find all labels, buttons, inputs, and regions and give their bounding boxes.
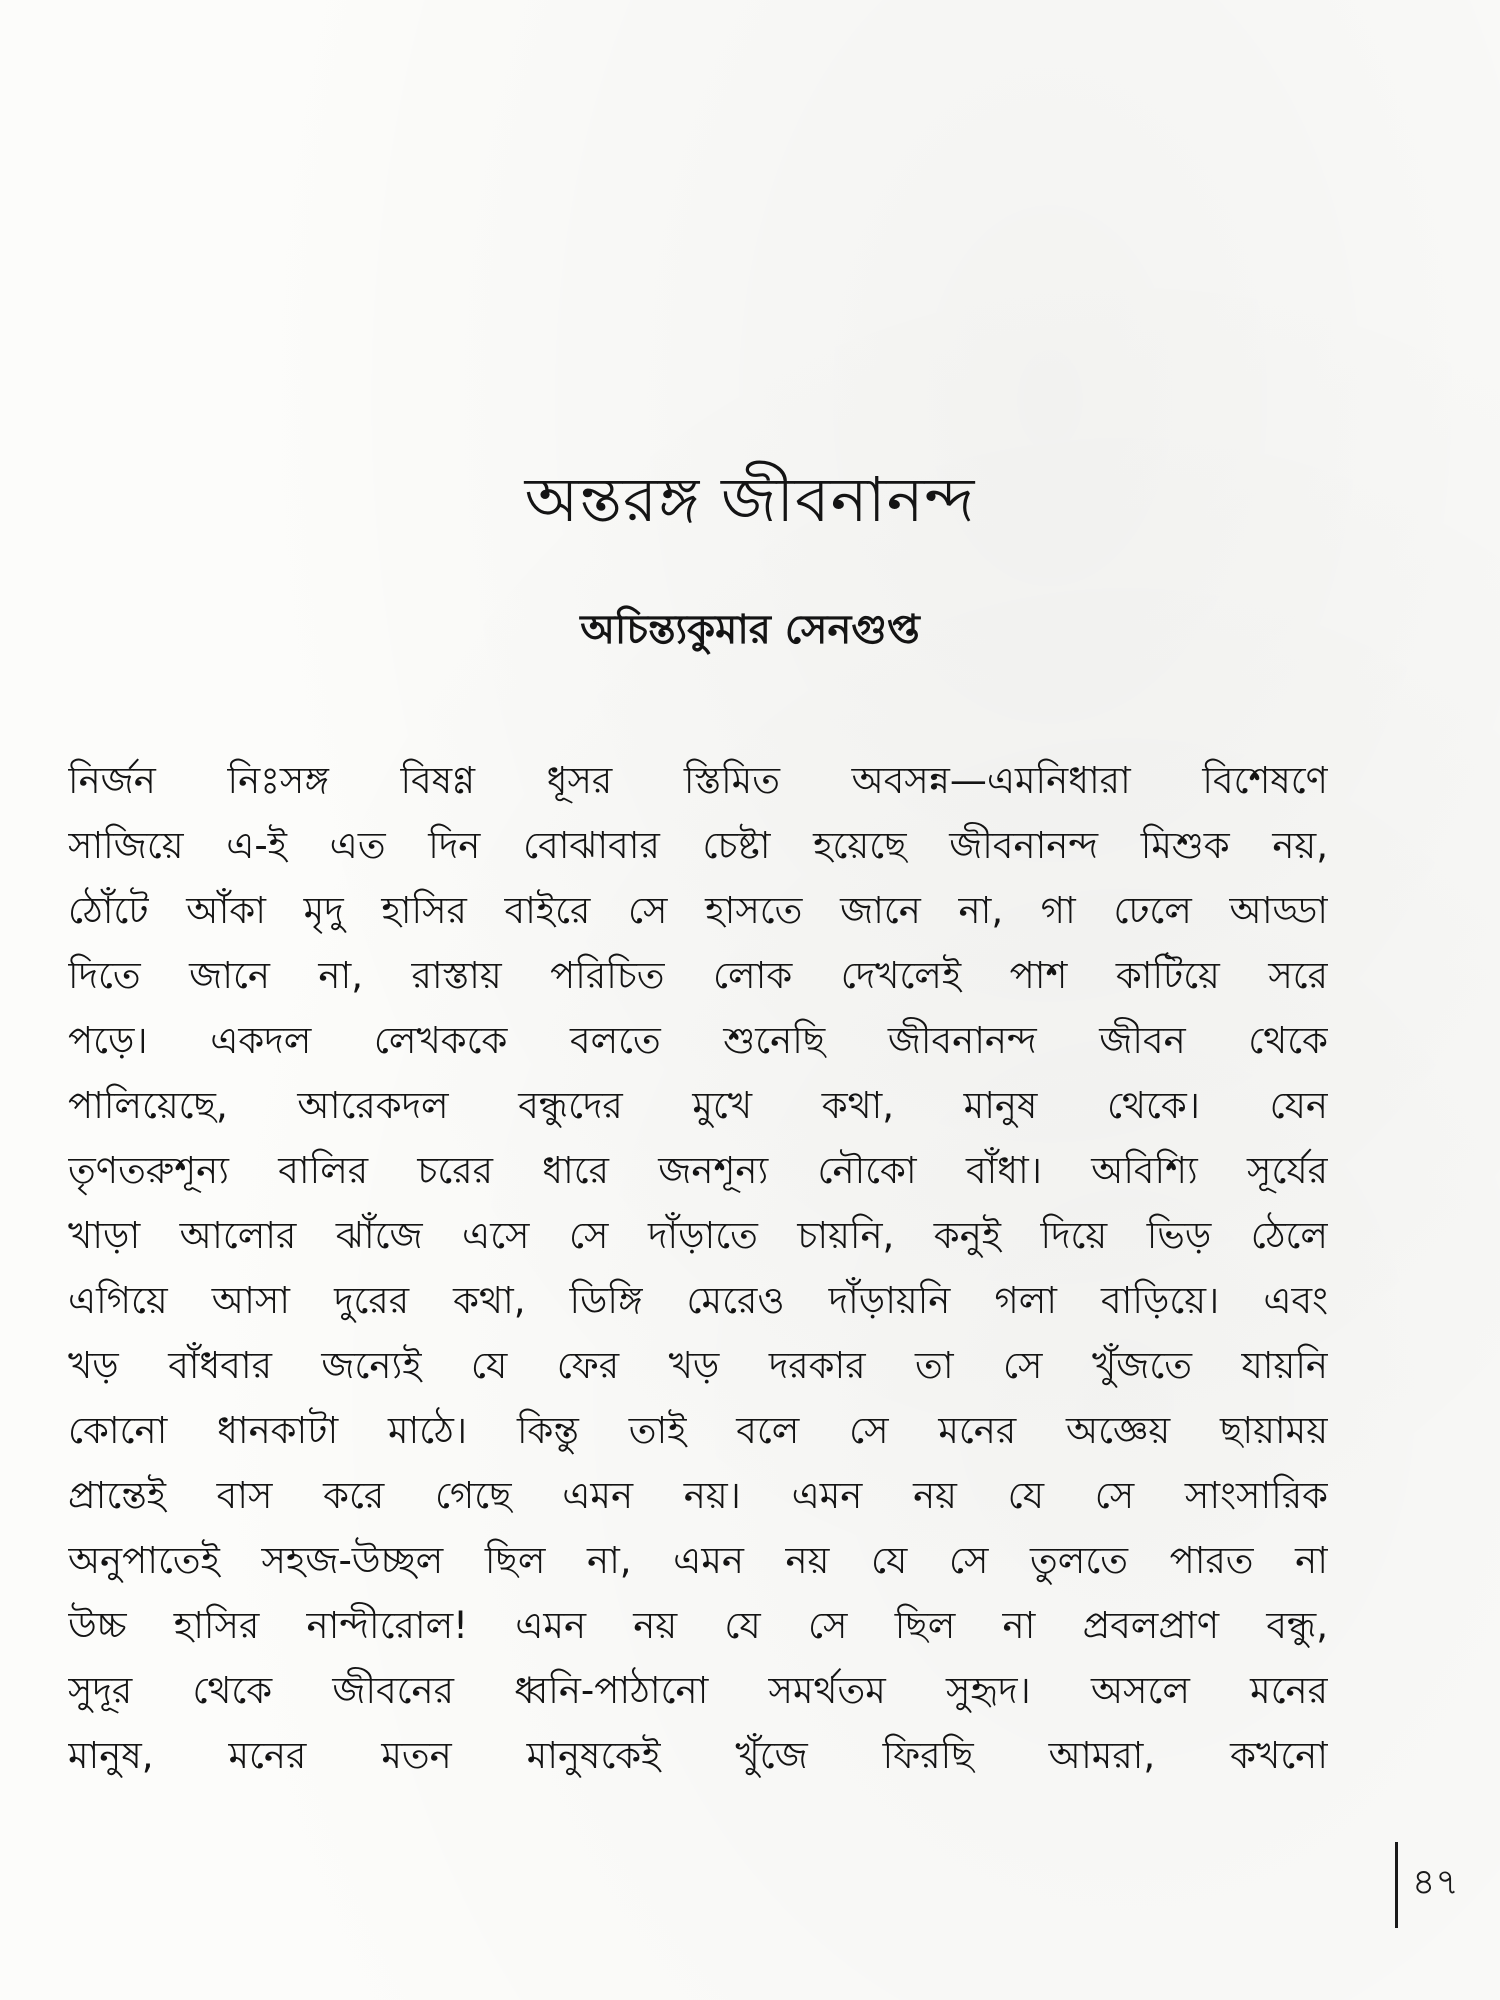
chapter-title: অন্তরঙ্গ জীবনানন্দ (524, 463, 976, 536)
page-number-rule (1395, 1842, 1398, 1928)
text-line: নির্জন নিঃসঙ্গ বিষণ্ণ ধূসর স্তিমিত অবসন্ন—এমনিধারা বিশেষণে (68, 759, 1328, 802)
text-line: খাড়া আলোর ঝাঁজে এসে সে দাঁড়াতে চায়নি, কনুই দিয়ে ভিড় ঠেলে (68, 1214, 1328, 1257)
text-line: অনুপাতেই সহজ-উচ্ছল ছিল না, এমন নয় যে সে তুলতে পারত না (68, 1539, 1328, 1582)
text-line: উচ্চ হাসির নান্দীরোল! এমন নয় যে সে ছিল না প্রবলপ্রাণ বন্ধু, (68, 1604, 1328, 1647)
page-number: ৪৭ (1412, 1862, 1459, 1903)
author-name: অচিন্ত্যকুমার সেনগুপ্ত (580, 607, 920, 653)
text-line: খড় বাঁধবার জন্যেই যে ফের খড় দরকার তা সে খুঁজতে যায়নি (68, 1344, 1328, 1387)
text-line: এগিয়ে আসা দুরের কথা, ডিঙ্গি মেরেও দাঁড়ায়নি গলা বাড়িয়ে। এবং (68, 1279, 1328, 1322)
text-line: দিতে জানে না, রাস্তায় পরিচিত লোক দেখলেই পাশ কাটিয়ে সরে (68, 954, 1328, 997)
text-line: তৃণতরুশূন্য বালির চরের ধারে জনশূন্য নৌকো বাঁধা। অবিশ্যি সূর্যের (68, 1149, 1328, 1192)
text-line: পালিয়েছে, আরেকদল বন্ধুদের মুখে কথা, মানুষ থেকে। যেন (68, 1084, 1328, 1127)
body-paragraph (68, 748, 1328, 1788)
text-line: সুদূর থেকে জীবনের ধ্বনি-পাঠানো সমর্থতম সুহৃদ। অসলে মনের (68, 1669, 1328, 1712)
text-line: কোনো ধানকাটা মাঠে। কিন্তু তাই বলে সে মনের অজ্ঞেয় ছায়াময় (68, 1409, 1328, 1452)
text-line: পড়ে। একদল লেখককে বলতে শুনেছি জীবনানন্দ জীবন থেকে (68, 1019, 1328, 1062)
text-line: প্রান্তেই বাস করে গেছে এমন নয়। এমন নয় যে সে সাংসারিক (68, 1474, 1328, 1517)
text-line: সাজিয়ে এ-ই এত দিন বোঝাবার চেষ্টা হয়েছে জীবনানন্দ মিশুক নয়, (68, 824, 1328, 867)
text-line: মানুষ, মনের মতন মানুষকেই খুঁজে ফিরছি আমরা, কখনো (68, 1734, 1328, 1777)
text-line: ঠোঁটে আঁকা মৃদু হাসির বাইরে সে হাসতে জানে না, গা ঢেলে আড্ডা (68, 889, 1328, 932)
